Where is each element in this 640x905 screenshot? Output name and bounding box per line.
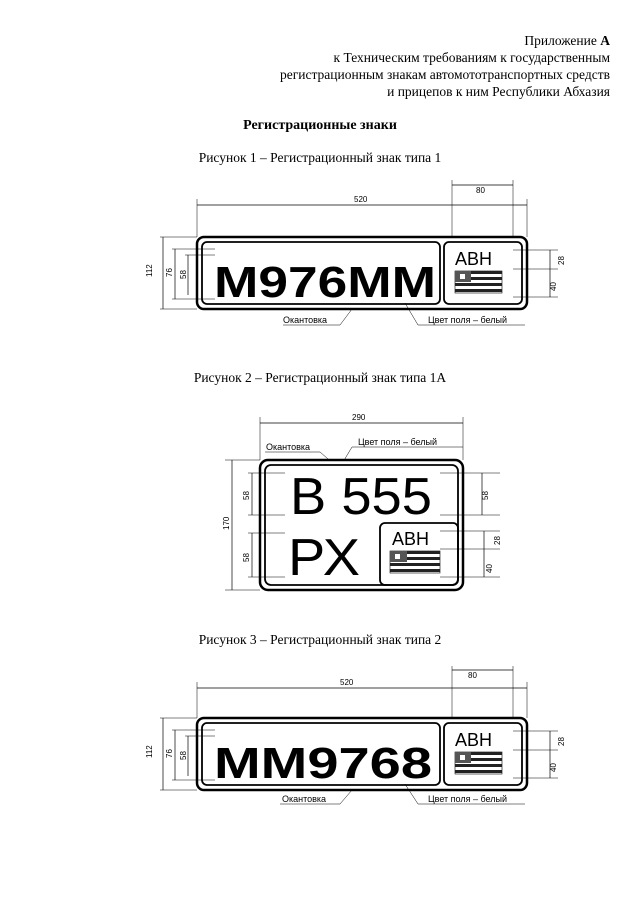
- figure2-border-label: Окантовка: [266, 442, 311, 452]
- figure2-width-label: 290: [352, 413, 366, 422]
- figure2-code-height-label: 28: [493, 536, 502, 545]
- figure2-caption: Рисунок 2 – Регистрационный знак типа 1А: [193, 370, 447, 385]
- page-title: Регистрационные знаки: [243, 118, 397, 133]
- figure1-width-label: 520: [354, 195, 368, 204]
- figure3-border-label: Окантовка: [282, 794, 327, 804]
- header-line-3: регистрационным знакам автомототранспортных средств: [280, 67, 610, 82]
- figure1-caption: Рисунок 1 – Регистрационный знак типа 1: [198, 150, 442, 165]
- figure3-inner-label: 76: [165, 749, 174, 758]
- figure1-border-label: Окантовка: [283, 315, 328, 325]
- figure3-field-color-label: Цвет поля – белый: [428, 794, 507, 804]
- figure1-flag-width-label: 80: [476, 186, 485, 195]
- figure1-flag-icon: [455, 271, 502, 293]
- figure3-width-label: 520: [340, 678, 354, 687]
- figure3-flag-width-label: 80: [468, 671, 477, 680]
- figure1-field-color-label: Цвет поля – белый: [428, 315, 507, 325]
- figure2-char-bottom-label: 58: [242, 553, 251, 562]
- figure1-drawing: [0, 175, 640, 335]
- figure3-flag-height-label: 40: [549, 763, 558, 772]
- figure2-char-right-label: 58: [481, 491, 490, 500]
- figure1-inner-label: 76: [165, 268, 174, 277]
- figure2-flag-icon: [390, 551, 440, 573]
- figure2-char-top-label: 58: [242, 491, 251, 500]
- figure3-height-label: 112: [145, 745, 154, 758]
- figure3-caption: Рисунок 3 – Регистрационный знак типа 2: [198, 632, 442, 647]
- figure2-drawing: [0, 405, 640, 595]
- figure3-plate-number: ММ9768: [214, 739, 432, 788]
- figure3-char-label: 58: [179, 751, 188, 760]
- figure1-char-label: 58: [179, 270, 188, 279]
- figure1-code-height-label: 28: [557, 256, 566, 265]
- figure3-flag-icon: [455, 752, 502, 774]
- header-line-4: и прицепов к ним Республики Абхазия: [387, 84, 610, 99]
- figure3-drawing: [0, 662, 640, 822]
- appendix-header: [280, 32, 610, 100]
- figure2-flag-height-label: 40: [485, 564, 494, 573]
- figure3-code-height-label: 28: [557, 737, 566, 746]
- figure2-plate-line1: В 555: [290, 468, 432, 526]
- figure1-height-label: 112: [145, 264, 154, 277]
- figure1-flag-height-label: 40: [549, 282, 558, 291]
- figure1-region-code: АВН: [455, 249, 493, 269]
- figure1-plate-number: М976ММ: [214, 258, 436, 307]
- figure2-height-label: 170: [222, 516, 231, 530]
- figure2-field-color-label: Цвет поля – белый: [358, 437, 437, 447]
- appendix-title: Приложение А: [524, 33, 610, 48]
- figure2-plate-line2: РХ: [288, 529, 360, 587]
- figure2-region-code: АВН: [392, 529, 430, 549]
- header-line-2: к Техническим требованиям к государственным: [333, 50, 610, 65]
- figure3-region-code: АВН: [455, 730, 493, 750]
